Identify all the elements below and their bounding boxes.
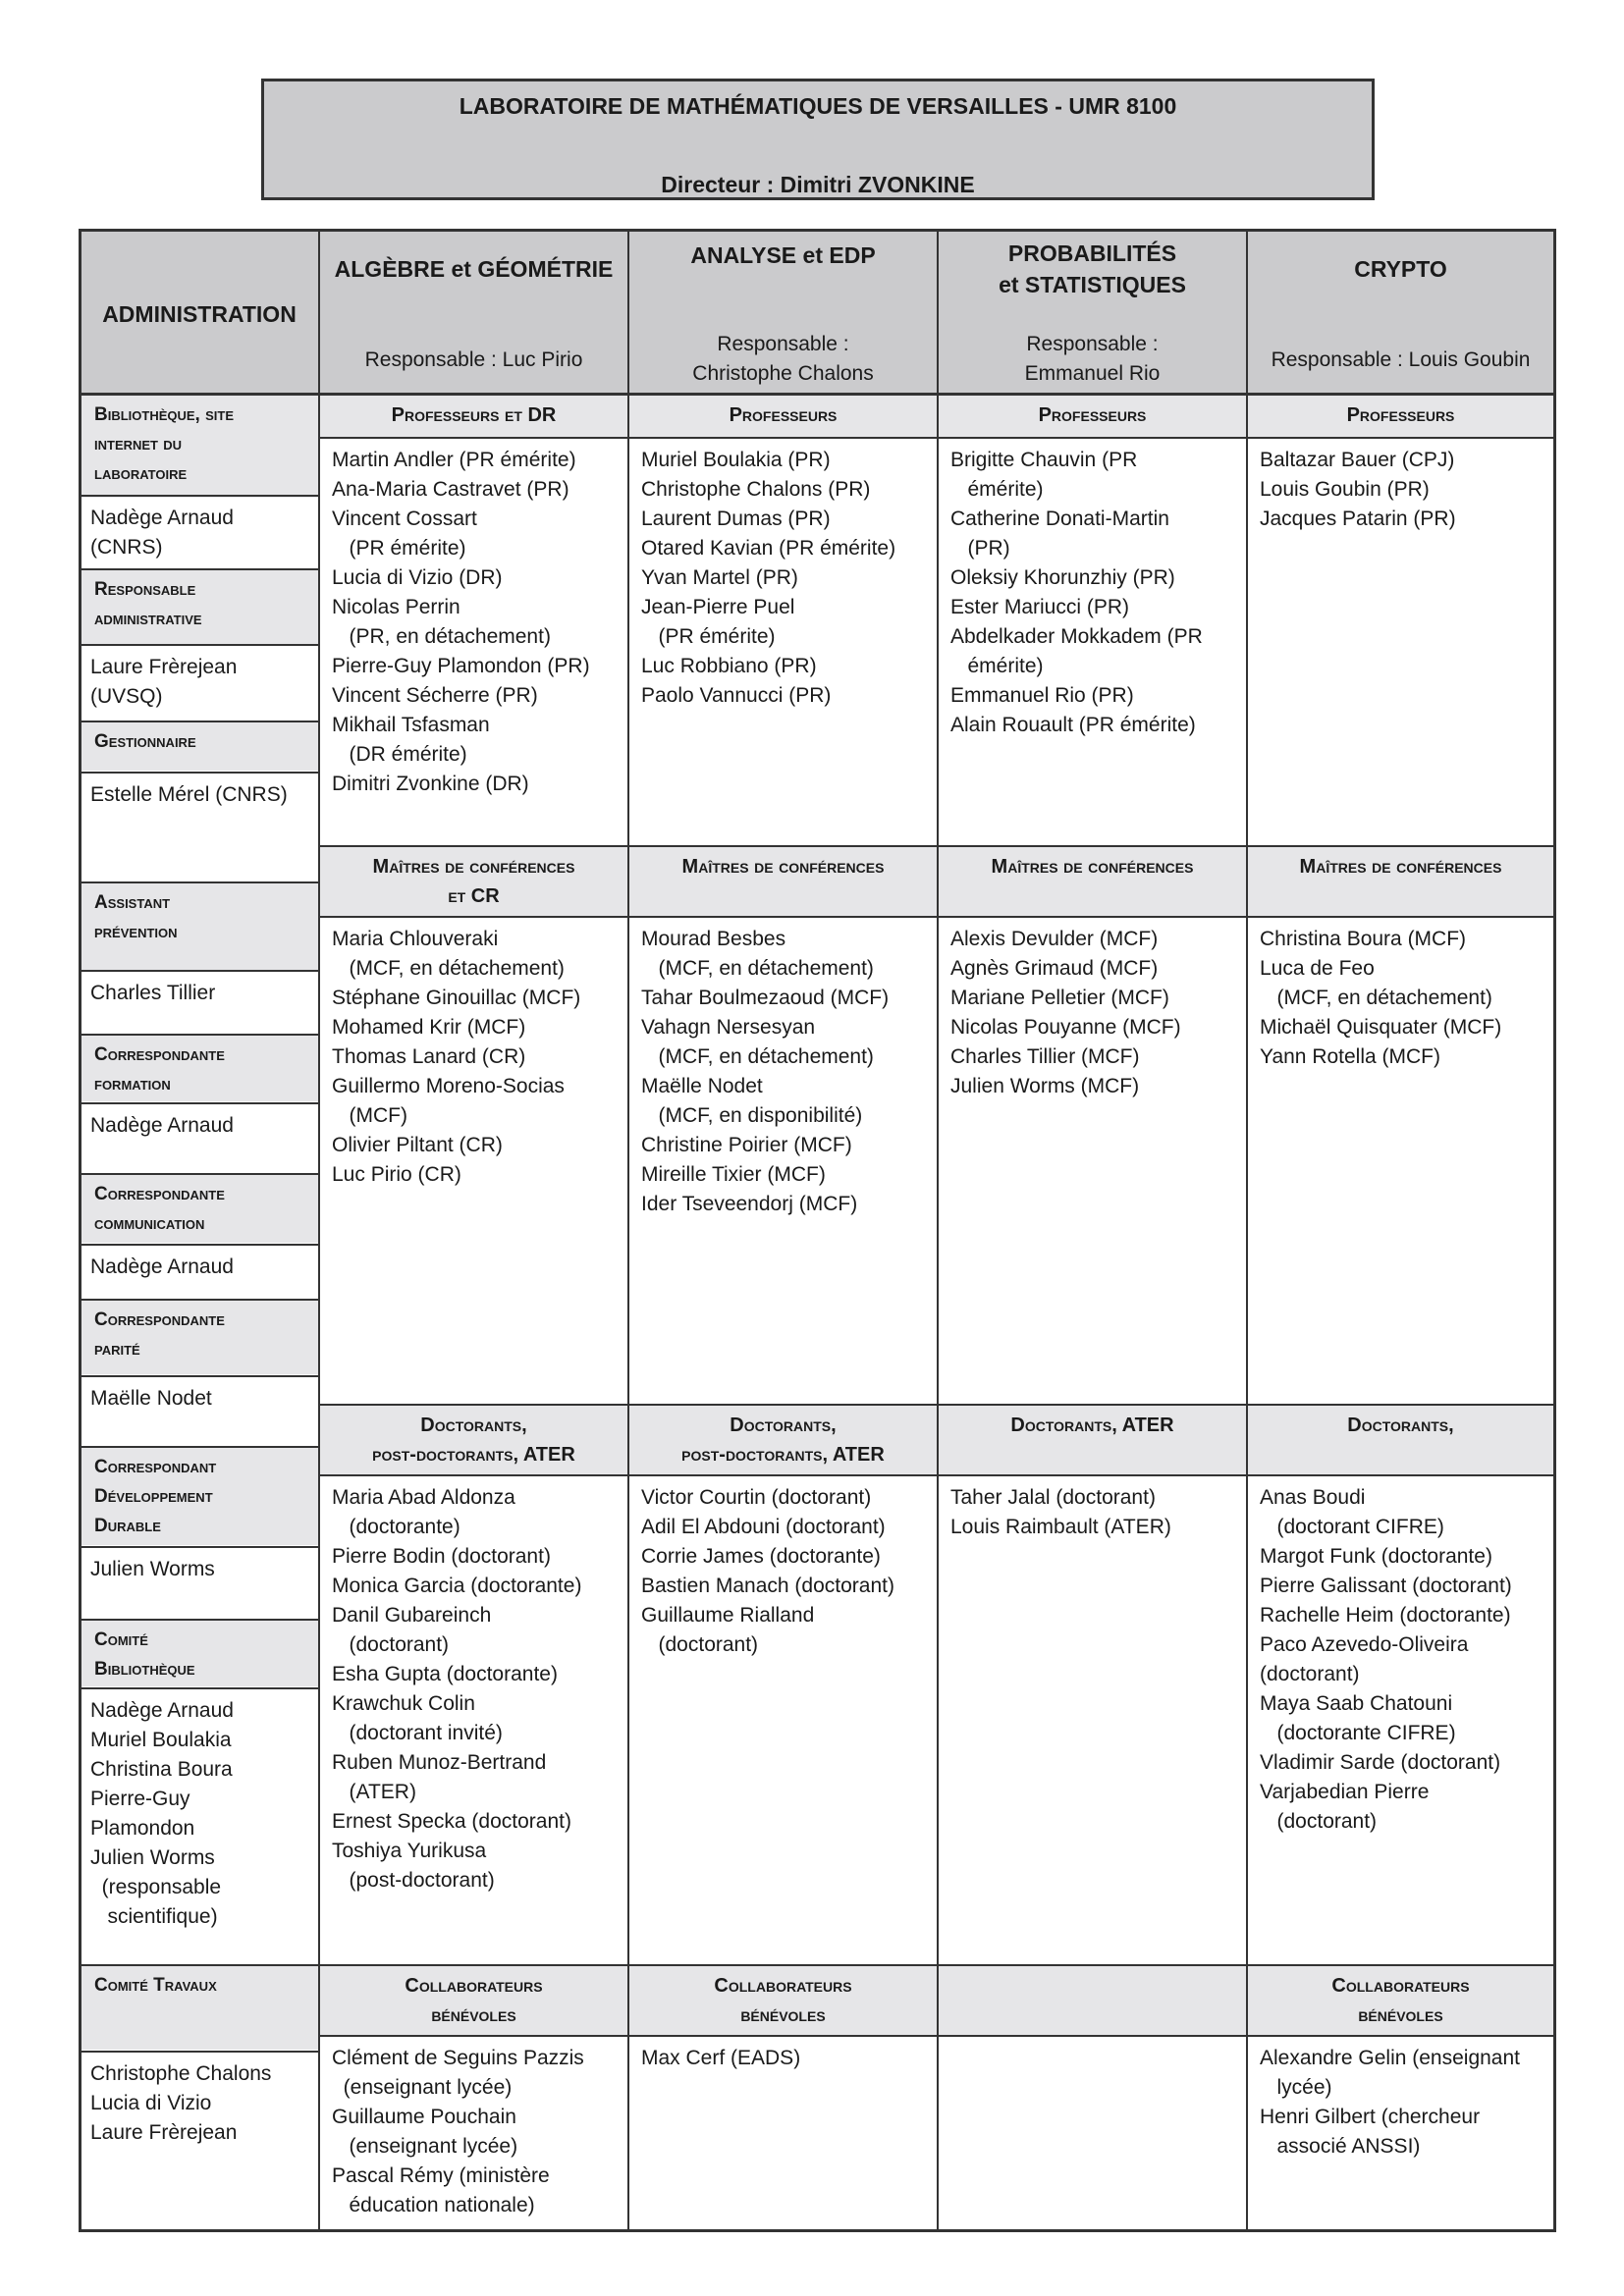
people-list (641, 2044, 933, 2073)
person-entry: Maya Saab Chatouni (1260, 1692, 1453, 1715)
person-entry: Toshiya Yurikusa (332, 1840, 487, 1862)
section-header: Collaborateurs bénévoles (714, 1975, 852, 2026)
person-entry: Nicolas Pouyanne (MCF) (950, 1016, 1181, 1039)
person-entry: Adil El Abdouni (doctorant) (641, 1516, 886, 1538)
person-entry: Abdelkader Mokkadem (PR (950, 625, 1203, 648)
col-resp-crypto: Responsable : Louis Goubin (1271, 348, 1531, 371)
person-entry: Otared Kavian (PR émérite) (641, 537, 896, 560)
person-entry: Vladimir Sarde (doctorant) (1260, 1751, 1501, 1774)
person-entry: éducation nationale) (332, 2194, 535, 2216)
section-header: Doctorants, ATER (1010, 1415, 1174, 1436)
admin-role-label: Correspondante parité (94, 1309, 225, 1360)
person-entry: Ana-Maria Castravet (PR) (332, 478, 569, 501)
col-resp-analyse: Responsable : Christophe Chalons (692, 333, 874, 385)
person-entry: (MCF, en détachement) (641, 957, 874, 980)
person-entry: (doctorante) (332, 1516, 460, 1538)
person-entry: Mohamed Krir (MCF) (332, 1016, 526, 1039)
person-entry: Henri Gilbert (chercheur (1260, 2106, 1481, 2128)
person-entry: Pierre Bodin (doctorant) (332, 1545, 551, 1568)
person-entry: lycée) (1260, 2076, 1332, 2099)
section-header: Maîtres de conférences (681, 856, 885, 878)
person-entry: (MCF, en détachement) (641, 1045, 874, 1068)
col-title-algebre: ALGÈBRE et GÉOMÉTRIE (334, 256, 614, 282)
person-entry: Bastien Manach (doctorant) (641, 1575, 894, 1597)
col-divider (937, 232, 939, 2229)
person-entry: Mariane Pelletier (MCF) (950, 987, 1169, 1009)
person-entry: Martin Andler (PR émérite) (332, 449, 576, 471)
people-list (332, 1483, 623, 1896)
person-entry: Stéphane Ginouillac (MCF) (332, 987, 581, 1009)
person-entry: (enseignant lycée) (332, 2135, 518, 2158)
col-divider (318, 232, 320, 2229)
person-entry: Ernest Specka (doctorant) (332, 1810, 571, 1833)
person-entry: Pascal Rémy (ministère (332, 2164, 550, 2187)
person-entry: Pierre-Guy Plamondon (PR) (332, 655, 590, 677)
admin-divider (81, 772, 318, 774)
col-title-proba: PROBABILITÉS et STATISTIQUES (999, 240, 1186, 297)
person-entry: Maëlle Nodet (641, 1075, 763, 1097)
person-entry: (PR émérite) (641, 625, 776, 648)
people-list (1260, 446, 1549, 534)
person-entry: (doctorant invité) (332, 1722, 503, 1744)
person-entry: Alexis Devulder (MCF) (950, 928, 1159, 950)
people-list (1260, 925, 1549, 1072)
people-list (332, 925, 623, 1190)
col-resp-proba: Responsable : Emmanuel Rio (1024, 333, 1161, 385)
person-entry: Alain Rouault (PR émérite) (950, 714, 1196, 736)
people-list (641, 446, 933, 711)
people-list (332, 2044, 623, 2220)
person-entry: Vahagn Nersesyan (641, 1016, 816, 1039)
admin-role-value: Estelle Mérel (CNRS) (90, 783, 288, 806)
person-entry: Margot Funk (doctorante) (1260, 1545, 1492, 1568)
person-entry: Maria Chlouveraki (332, 928, 499, 950)
person-entry: Michaël Quisquater (MCF) (1260, 1016, 1502, 1039)
person-entry: (doctorant) (1260, 1810, 1378, 1833)
person-entry: Ruben Munoz-Bertrand (332, 1751, 547, 1774)
person-entry: (post-doctorant) (332, 1869, 495, 1892)
person-entry: Mireille Tixier (MCF) (641, 1163, 826, 1186)
people-list (332, 446, 623, 799)
col-title-analyse: ANALYSE et EDP (690, 242, 876, 268)
section-header: Maîtres de conférences (991, 856, 1194, 878)
person-entry: (MCF, en détachement) (1260, 987, 1492, 1009)
lab-title: LABORATOIRE DE MATHÉMATIQUES DE VERSAILLES - UMR 8100 (459, 93, 1177, 119)
admin-divider (81, 1244, 318, 1246)
person-entry: Nicolas Perrin (332, 596, 460, 618)
section-header: Doctorants, (1347, 1415, 1454, 1436)
admin-divider (81, 644, 318, 646)
person-entry: (ATER) (332, 1781, 416, 1803)
person-entry: (doctorant) (1260, 1663, 1360, 1685)
people-list (950, 1483, 1242, 1542)
person-entry: Mikhail Tsfasman (332, 714, 490, 736)
person-entry: Paolo Vannucci (PR) (641, 684, 832, 707)
admin-role-label: Comité Travaux (94, 1975, 217, 1996)
admin-role-label: Correspondante communication (94, 1184, 225, 1234)
admin-divider (81, 721, 318, 722)
admin-title: ADMINISTRATION (102, 301, 297, 327)
admin-divider (81, 881, 318, 883)
person-entry: émérite) (950, 478, 1044, 501)
section-header: Maîtres de conférences (1299, 856, 1502, 878)
person-entry: Rachelle Heim (doctorante) (1260, 1604, 1511, 1627)
person-entry: (doctorante CIFRE) (1260, 1722, 1456, 1744)
person-entry: émérite) (950, 655, 1044, 677)
person-entry: (MCF, en détachement) (332, 957, 565, 980)
admin-role-label: Assistant prévention (94, 892, 178, 942)
col-divider (1246, 232, 1248, 2229)
person-entry: Agnès Grimaud (MCF) (950, 957, 1159, 980)
admin-role-value: Maëlle Nodet (90, 1387, 212, 1410)
admin-role-label: Bibliothèque, site internet du laboratoire (94, 404, 235, 484)
admin-role-value: Nadège Arnaud (90, 1114, 234, 1137)
admin-role-label: Correspondant Développement Durable (94, 1457, 217, 1536)
people-list (1260, 2044, 1549, 2162)
person-entry: Luc Robbiano (PR) (641, 655, 817, 677)
person-entry: (doctorant) (641, 1633, 759, 1656)
admin-divider (81, 970, 318, 972)
admin-divider (81, 1173, 318, 1175)
person-entry: (enseignant lycée) (332, 2076, 513, 2099)
person-entry: Charles Tillier (MCF) (950, 1045, 1140, 1068)
person-entry: Pierre Galissant (doctorant) (1260, 1575, 1512, 1597)
person-entry: Maria Abad Aldonza (332, 1486, 515, 1509)
person-entry: Louis Raimbault (ATER) (950, 1516, 1171, 1538)
col-title-crypto: CRYPTO (1354, 256, 1447, 282)
person-entry: Christophe Chalons (PR) (641, 478, 871, 501)
people-list (950, 925, 1242, 1101)
person-entry: (MCF, en disponibilité) (641, 1104, 863, 1127)
person-entry: Victor Courtin (doctorant) (641, 1486, 872, 1509)
admin-divider (81, 1687, 318, 1689)
person-entry: Paco Azevedo-Oliveira (1260, 1633, 1469, 1656)
person-entry: Lucia di Vizio (DR) (332, 566, 503, 589)
person-entry: Yann Rotella (MCF) (1260, 1045, 1440, 1068)
person-entry: Luc Pirio (CR) (332, 1163, 461, 1186)
admin-divider (81, 1299, 318, 1301)
person-entry: Mourad Besbes (641, 928, 786, 950)
person-entry: (PR émérite) (332, 537, 466, 560)
person-entry: Corrie James (doctorante) (641, 1545, 881, 1568)
person-entry: Krawchuk Colin (332, 1692, 475, 1715)
person-entry: Ider Tseveendorj (MCF) (641, 1193, 858, 1215)
person-entry: Esha Gupta (doctorante) (332, 1663, 558, 1685)
header-box (261, 79, 1375, 200)
director-name: Directeur : Dimitri ZVONKINE (661, 172, 975, 197)
admin-role-value: Nadège Arnaud Muriel Boulakia Christina Boura Pierre-Guy Plamondon Julien Worms (responsable scientifique) (90, 1699, 234, 1928)
person-entry: Christine Poirier (MCF) (641, 1134, 852, 1156)
admin-divider (81, 1034, 318, 1036)
admin-divider (81, 1964, 318, 1966)
person-entry: Baltazar Bauer (CPJ) (1260, 449, 1455, 471)
admin-role-value: Charles Tillier (90, 982, 216, 1004)
admin-role-label: Correspondante formation (94, 1044, 225, 1095)
person-entry: Jean-Pierre Puel (641, 596, 795, 618)
admin-role-value: Nadège Arnaud (CNRS) (90, 507, 234, 559)
person-entry: (PR, en détachement) (332, 625, 551, 648)
admin-role-label: Comité Bibliothèque (94, 1629, 195, 1680)
section-header: Professeurs (1038, 404, 1147, 426)
admin-divider (81, 1375, 318, 1377)
person-entry: (doctorant CIFRE) (1260, 1516, 1444, 1538)
people-list (641, 925, 933, 1219)
person-entry: Dimitri Zvonkine (DR) (332, 773, 529, 795)
person-entry: Laurent Dumas (PR) (641, 507, 831, 530)
people-list (950, 446, 1242, 740)
admin-divider (81, 568, 318, 570)
person-entry: Varjabedian Pierre (1260, 1781, 1430, 1803)
admin-divider (81, 1546, 318, 1548)
person-entry: Olivier Piltant (CR) (332, 1134, 503, 1156)
admin-role-value: Laure Frèrejean (UVSQ) (90, 656, 238, 708)
person-entry: Monica Garcia (doctorante) (332, 1575, 582, 1597)
section-header: Professeurs (729, 404, 838, 426)
col-resp-algebre: Responsable : Luc Pirio (364, 348, 583, 371)
col-divider (627, 232, 629, 2229)
person-entry: Oleksiy Khorunzhiy (PR) (950, 566, 1175, 589)
person-entry: Thomas Lanard (CR) (332, 1045, 526, 1068)
person-entry: Brigitte Chauvin (PR (950, 449, 1138, 471)
person-entry: Luca de Feo (1260, 957, 1375, 980)
person-entry: Louis Goubin (PR) (1260, 478, 1430, 501)
person-entry: Max Cerf (EADS) (641, 2047, 801, 2069)
person-entry: Guillaume Pouchain (332, 2106, 516, 2128)
person-entry: Ester Mariucci (PR) (950, 596, 1130, 618)
person-entry: (MCF) (332, 1104, 407, 1127)
admin-divider (81, 1619, 318, 1621)
admin-role-value: Nadège Arnaud (90, 1255, 234, 1278)
person-entry: Taher Jalal (doctorant) (950, 1486, 1156, 1509)
section-header: Collaborateurs bénévoles (405, 1975, 543, 2026)
person-entry: associé ANSSI) (1260, 2135, 1421, 2158)
person-entry: Alexandre Gelin (enseignant (1260, 2047, 1521, 2069)
person-entry: Vincent Cossart (332, 507, 477, 530)
person-entry: Guillaume Rialland (641, 1604, 815, 1627)
person-entry: Catherine Donati-Martin (950, 507, 1169, 530)
person-entry: Tahar Boulmezaoud (MCF) (641, 987, 890, 1009)
person-entry: (PR) (950, 537, 1010, 560)
people-list (641, 1483, 933, 1660)
admin-role-label: Gestionnaire (94, 731, 196, 752)
admin-role-label: Responsable administrative (94, 579, 202, 629)
section-header: Doctorants, post-doctorants, ATER (681, 1415, 885, 1466)
person-entry: Anas Boudi (1260, 1486, 1366, 1509)
person-entry: (doctorant) (332, 1633, 450, 1656)
admin-divider (81, 1446, 318, 1448)
person-entry: Danil Gubareinch (332, 1604, 492, 1627)
admin-divider (81, 495, 318, 497)
person-entry: Yvan Martel (PR) (641, 566, 798, 589)
section-header: Maîtres de conférences et CR (372, 856, 575, 907)
people-list (1260, 1483, 1549, 1837)
person-entry: (DR émérite) (332, 743, 467, 766)
admin-divider (81, 1102, 318, 1104)
person-entry: Clément de Seguins Pazzis (332, 2047, 584, 2069)
section-header: Collaborateurs bénévoles (1331, 1975, 1470, 2026)
admin-role-value: Christophe Chalons Lucia di Vizio Laure Frèrejean (90, 2062, 272, 2144)
admin-divider (81, 2051, 318, 2053)
person-entry: Christina Boura (MCF) (1260, 928, 1467, 950)
admin-role-value: Julien Worms (90, 1558, 215, 1580)
person-entry: Vincent Sécherre (PR) (332, 684, 538, 707)
section-header: Professeurs (1346, 404, 1455, 426)
section-header: Professeurs et DR (391, 404, 557, 426)
person-entry: Julien Worms (MCF) (950, 1075, 1140, 1097)
person-entry: Muriel Boulakia (PR) (641, 449, 831, 471)
section-header: Doctorants, post-doctorants, ATER (372, 1415, 575, 1466)
person-entry: Guillermo Moreno-Socias (332, 1075, 565, 1097)
header-divider (81, 393, 1553, 395)
person-entry: Jacques Patarin (PR) (1260, 507, 1456, 530)
person-entry: Emmanuel Rio (PR) (950, 684, 1134, 707)
